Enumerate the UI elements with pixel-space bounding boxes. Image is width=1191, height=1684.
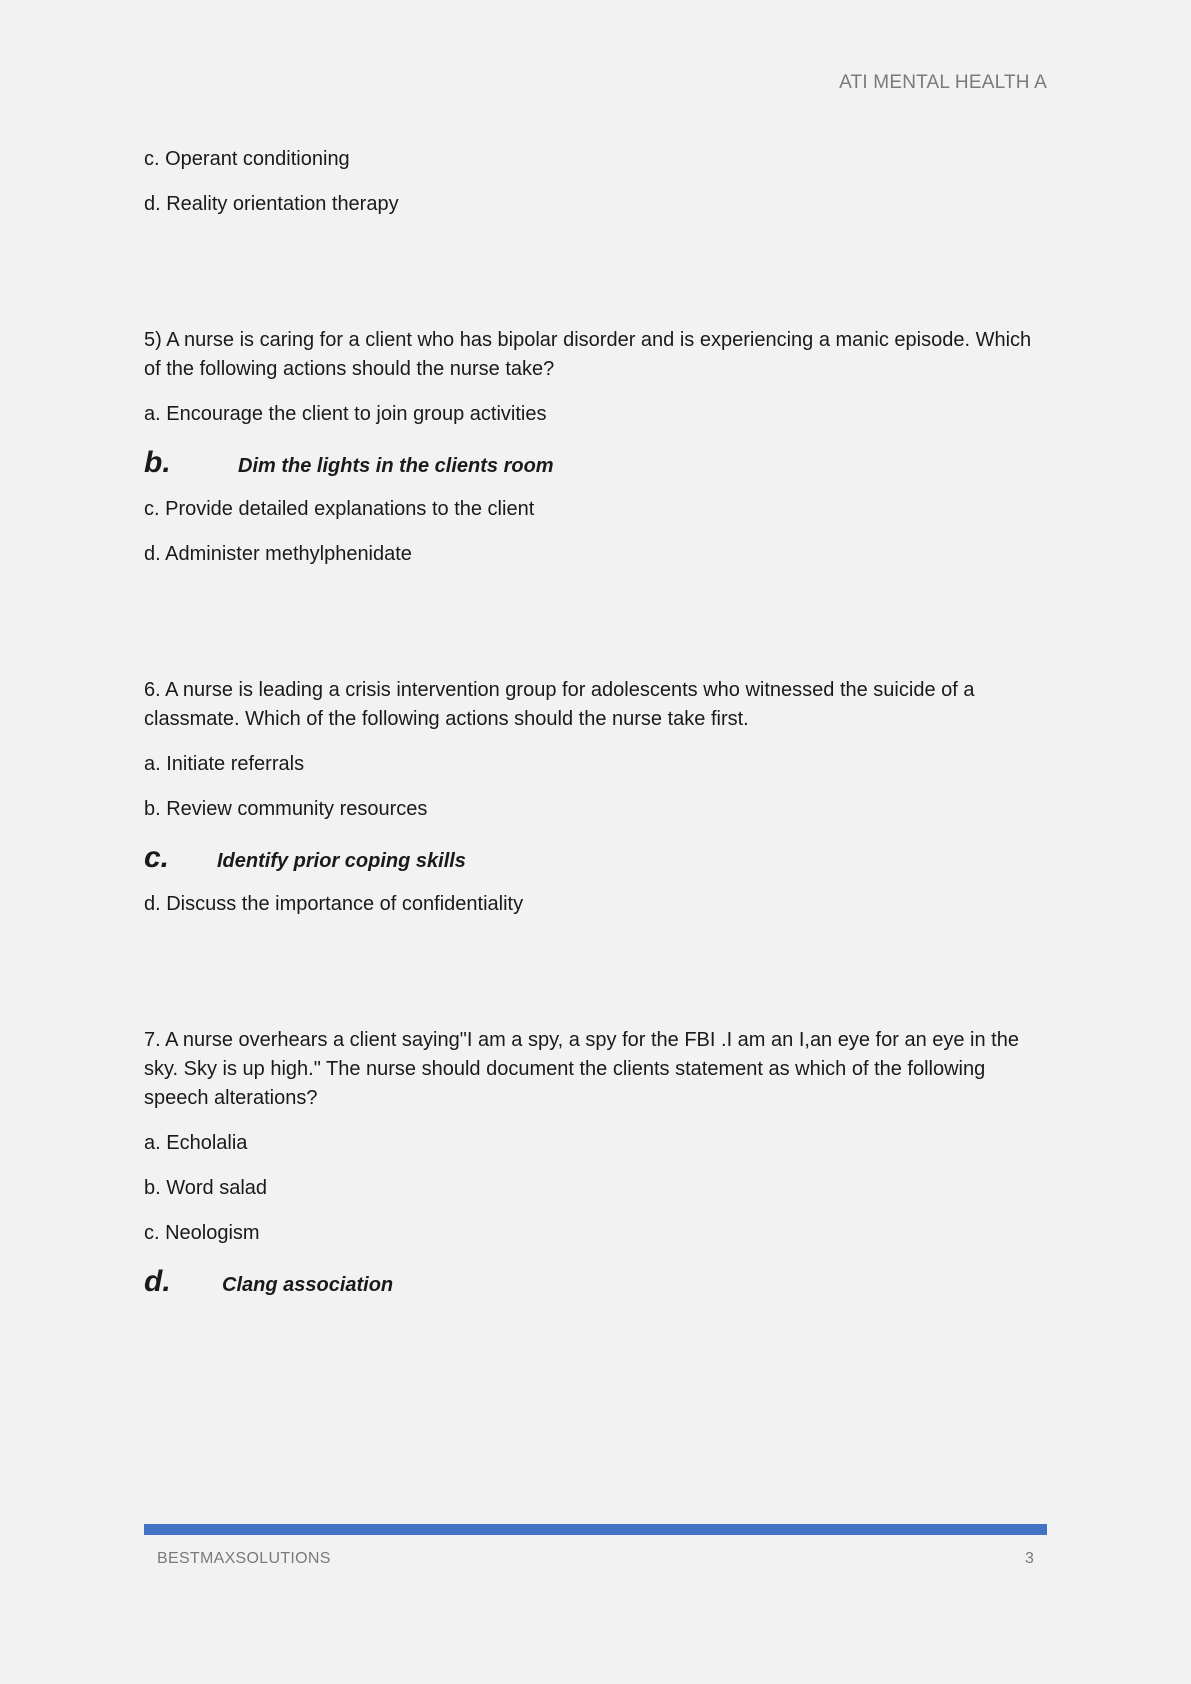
q6-option-d: d. Discuss the importance of confidentiality [144,893,524,915]
q6-answer [144,840,1049,876]
q5-option-d: d. Administer methylphenidate [144,543,412,565]
q5-option-c: c. Provide detailed explanations to the client [144,498,535,520]
question-5-text: 5) A nurse is caring for a client who has bipolar disorder and is experiencing a manic episode. Which of the following actions should the nurse take? [144,329,1032,380]
q7-answer-text: Clang association [222,1274,394,1296]
page-header: ATI MENTAL HEALTH A [839,72,1047,93]
q5-answer-text: Dim the lights in the clients room [238,455,554,477]
q7-option-a: a. Echolalia [144,1132,248,1154]
q7-answer-letter: d. [144,1265,171,1298]
footer-rule [144,1524,1047,1535]
q7-answer [144,1264,1049,1300]
document-body [144,145,1049,1314]
question-6-text: 6. A nurse is leading a crisis intervention group for adolescents who witnessed the suicide of a classmate. Which of the following actions should the nurse take first. [144,679,975,730]
question-7 [144,1026,1049,1300]
q6-option-b: b. Review community resources [144,798,428,820]
prev-option-c: c. Operant conditioning [144,148,350,170]
q6-option-a: a. Initiate referrals [144,753,305,775]
q5-answer [144,445,1049,481]
question-7-text: 7. A nurse overhears a client saying"I am a spy, a spy for the FBI .I am an I,an eye for an eye in the sky. Sky is up high." The nurse should document the clients statement as which of the following speech alterations? [144,1029,1019,1109]
page-number: 3 [1025,1550,1034,1567]
footer-company: BESTMAXSOLUTIONS [157,1550,331,1567]
question-6 [144,676,1049,919]
q5-answer-letter: b. [144,446,171,479]
q5-option-a: a. Encourage the client to join group activities [144,403,547,425]
q7-option-b: b. Word salad [144,1177,268,1199]
prev-option-d: d. Reality orientation therapy [144,193,399,215]
question-5 [144,326,1049,569]
q7-option-c: c. Neologism [144,1222,260,1244]
q6-answer-text: Identify prior coping skills [217,850,466,872]
q6-answer-letter: c. [144,841,170,874]
